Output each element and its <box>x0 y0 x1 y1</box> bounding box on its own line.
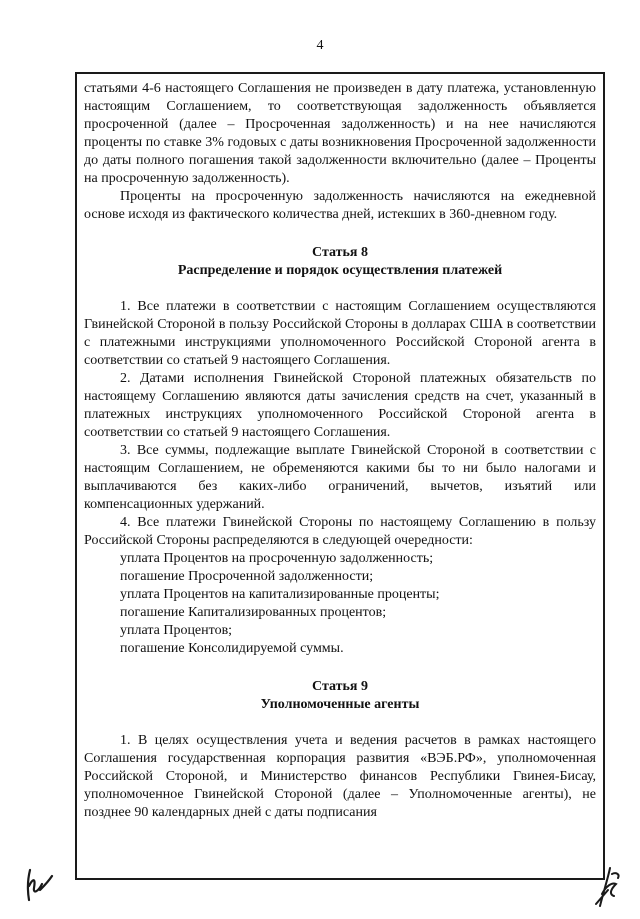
priority-list-item: погашение Консолидируемой суммы. <box>120 641 344 656</box>
left-signature-initials <box>22 866 56 906</box>
article-8-paragraph-3: 3. Все суммы, подлежащие выплате Гвинейской Стороной в соответствии с настоящим Соглашением, не обременяются какими бы то ни было налогами и выплачиваются без каких-либо ограничений, вычетов, изъятий или компенсационных удержаний. <box>84 443 596 512</box>
article-8-number: Статья 8 <box>312 245 368 260</box>
intro-paragraph-2: Проценты на просроченную задолженность начисляются на ежедневной основе исходя из фактического количества дней, истекших в 360-дневном году. <box>84 189 596 222</box>
article-9-title: Уполномоченные агенты <box>260 697 420 712</box>
priority-list-item: уплата Процентов на капитализированные проценты; <box>120 587 440 602</box>
article-8-paragraph-2: 2. Датами исполнения Гвинейской Стороной платежных обязательств по настоящему Соглашению являются даты зачисления средств на счет, указанный в платежных инструкциях уполномоченного Российской Стороной агента в соответствии со статьей 9 настоящего Соглашения. <box>84 371 596 440</box>
intro-paragraph-1: статьями 4-6 настоящего Соглашения не произведен в дату платежа, установленную настоящим Соглашением, то соответствующая задолженность объявляется просроченной (далее – Просроченная задолженность) и на нее начисляются проценты по ставке 3% годовых с даты возникновения Просроченной задолженности до даты полного погашения такой задолженности включительно (далее – Проценты на просроченную задолженность). <box>84 81 596 186</box>
article-9-paragraph-1: 1. В целях осуществления учета и ведения расчетов в рамках настоящего Соглашения государственная корпорация развития «ВЭБ.РФ», уполномоченная Российской Стороной, и Министерство финансов Республики Гвинея-Бисау, уполномоченное Гвинейской Стороной (далее – Уполномоченные агенты), не позднее 90 календарных дней с даты подписания <box>84 733 596 820</box>
priority-list-item: погашение Капитализированных процентов; <box>120 605 387 620</box>
priority-list-item: уплата Процентов на просроченную задолженность; <box>120 551 434 566</box>
article-8-paragraph-4: 4. Все платежи Гвинейской Стороны по настоящему Соглашению в пользу Российской Стороны распределяются в следующей очередности: <box>84 515 596 548</box>
page-number: 4 <box>316 38 324 53</box>
priority-list-item: уплата Процентов; <box>120 623 233 638</box>
article-8-title: Распределение и порядок осуществления платежей <box>177 263 503 278</box>
article-8-paragraph-1: 1. Все платежи в соответствии с настоящим Соглашением осуществляются Гвинейской Стороной в пользу Российской Стороны в долларах США в соответствии с платежными инструкциями уполномоченного Российской Стороной агента в соответствии со статьей 9 настоящего Соглашения. <box>84 299 596 368</box>
article-9-number: Статья 9 <box>312 679 368 694</box>
priority-list-item: погашение Просроченной задолженности; <box>120 569 374 584</box>
document-frame <box>75 72 605 880</box>
right-signature-initials <box>590 864 626 912</box>
